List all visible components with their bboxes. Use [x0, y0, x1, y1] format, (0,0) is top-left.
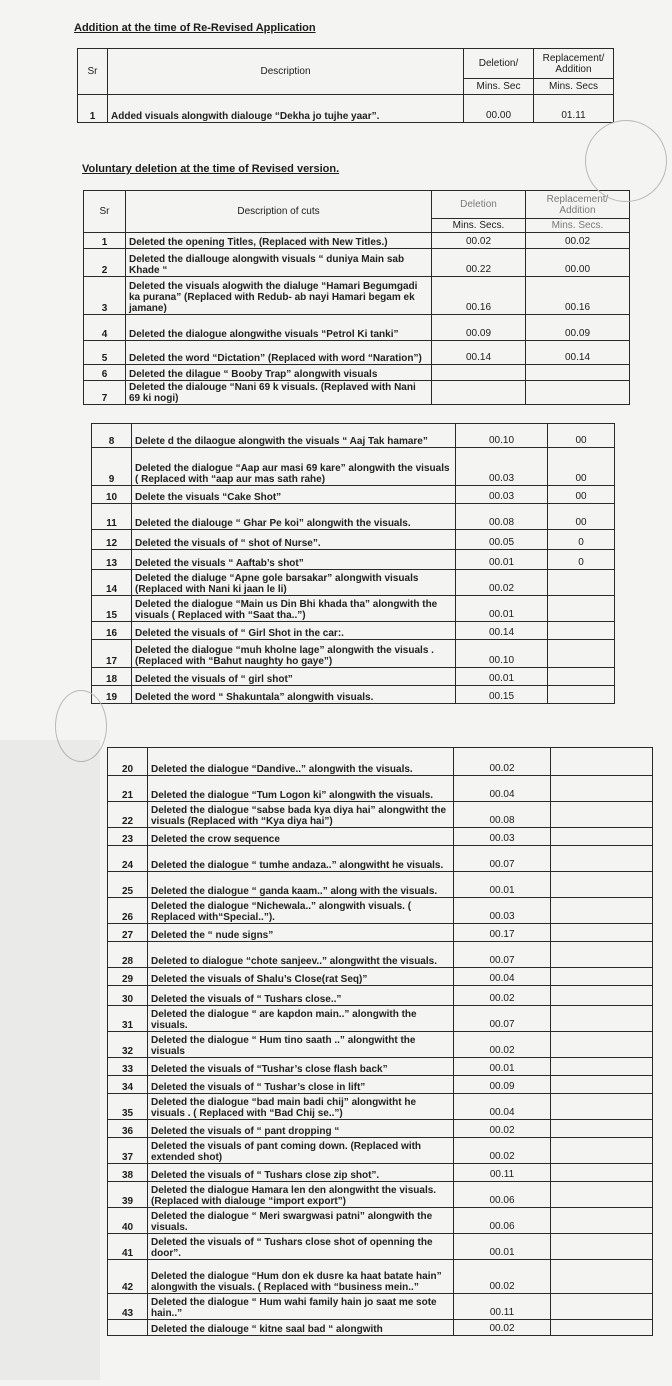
row-replacement-time [551, 898, 653, 924]
row-deletion-time: 00.02 [454, 1120, 551, 1138]
row-sr-number: 17 [92, 640, 132, 668]
addition-table [77, 48, 614, 123]
row-description: Deleted the visuals of “ girl shot” [132, 668, 456, 686]
row-deletion-time: 00.04 [454, 968, 551, 986]
row-replacement-time: 00.14 [526, 341, 630, 365]
row-deletion-time: 00.02 [454, 1260, 551, 1294]
cuts-table-part-c [107, 747, 653, 1336]
table-row [92, 668, 615, 686]
faint-stamp-mark [585, 120, 667, 202]
section2-heading: Voluntary deletion at the time of Revised version. [82, 163, 340, 175]
table-row [108, 776, 653, 802]
table-row [92, 424, 615, 448]
row-description: Deleted the visuals of “ Tushars close shot of openning the door”. [148, 1234, 454, 1260]
row-replacement-time [551, 748, 653, 776]
row-sr-number: 26 [108, 898, 148, 924]
table-row [92, 640, 615, 668]
table-row [108, 986, 653, 1006]
header-sr: Sr [78, 49, 108, 95]
row-description: Delete the visuals “Cake Shot” [132, 486, 456, 504]
row-replacement-time [551, 1320, 653, 1336]
row-deletion-time: 00.00 [464, 95, 534, 123]
row-deletion-time: 00.07 [454, 1006, 551, 1032]
row-deletion-time: 00.01 [456, 668, 548, 686]
row-deletion-time: 00.22 [432, 249, 526, 277]
row-description: Deleted the dialogue Hamara len den alongwitht the visuals. (Replaced with dialouge “import export”) [148, 1182, 454, 1208]
table-row [108, 1120, 653, 1138]
row-replacement-time: 00.02 [526, 233, 630, 249]
row-replacement-time [548, 686, 615, 704]
scan-shadow [0, 740, 100, 1380]
row-sr-number: 4 [84, 315, 126, 341]
row-description: Deleted the visuals of pant coming down. (Replaced with extended shot) [148, 1138, 454, 1164]
row-deletion-time: 00.02 [456, 570, 548, 596]
row-replacement-time [551, 924, 653, 942]
row-replacement-time [551, 1234, 653, 1260]
row-sr-number: 37 [108, 1138, 148, 1164]
table-row [84, 277, 630, 315]
row-description: Deleted the opening Titles, (Replaced with New Titles.) [126, 233, 432, 249]
table-row [92, 686, 615, 704]
row-sr-number: 41 [108, 1234, 148, 1260]
row-description: Deleted the word “ Shakuntala” alongwith visuals. [132, 686, 456, 704]
row-sr-number: 25 [108, 872, 148, 898]
row-sr-number: 35 [108, 1094, 148, 1120]
header-replacement: Replacement/ Addition [534, 49, 614, 79]
row-sr-number: 38 [108, 1164, 148, 1182]
row-sr-number: 39 [108, 1182, 148, 1208]
table-row [108, 1182, 653, 1208]
header-replacement: Replacement/ Addition [526, 191, 630, 219]
row-description: Deleted the dialogue “bad main badi chij” alongwitht he visuals . ( Replaced with “Bad Chij se..”) [148, 1094, 454, 1120]
row-deletion-time: 00.01 [456, 596, 548, 622]
row-deletion-time: 00.14 [432, 341, 526, 365]
row-replacement-time [548, 570, 615, 596]
row-replacement-time [548, 668, 615, 686]
row-description: Deleted the dilague “ Booby Trap” alongwith visuals [126, 365, 432, 381]
row-replacement-time [548, 622, 615, 640]
row-description: Deleted the visuals alogwith the dialuge “Hamari Begumgadi ka purana” (Replaced with Redub- ab nayi Hamari begam ek jamane) [126, 277, 432, 315]
row-sr-number: 1 [78, 95, 108, 123]
row-sr-number: 1 [84, 233, 126, 249]
row-deletion-time: 00.03 [454, 898, 551, 924]
row-sr-number: 29 [108, 968, 148, 986]
row-sr-number: 23 [108, 828, 148, 846]
row-description: Deleted the dialuge “Apne gole barsakar” alongwith visuals (Replaced with Nani ki jaan le li) [132, 570, 456, 596]
row-sr-number: 15 [92, 596, 132, 622]
table-row [108, 898, 653, 924]
row-deletion-time: 00.10 [456, 424, 548, 448]
row-deletion-time: 00.01 [454, 1058, 551, 1076]
row-replacement-time [551, 1182, 653, 1208]
table-row [92, 530, 615, 550]
row-deletion-time: 00.02 [454, 986, 551, 1006]
row-replacement-time [551, 1058, 653, 1076]
row-replacement-time: 00 [548, 448, 615, 486]
row-description: Deleted the dialogue “Hum don ek dusre ka haat batate hain” alongwith the visuals. ( Replaced with “business mein..” [148, 1260, 454, 1294]
table-row [108, 1294, 653, 1320]
table-row [84, 341, 630, 365]
row-description: Deleted the crow sequence [148, 828, 454, 846]
row-deletion-time: 00.11 [454, 1294, 551, 1320]
row-deletion-time: 00.10 [456, 640, 548, 668]
row-description: Deleted the dialogue “ tumhe andaza..” alongwitht he visuals. [148, 846, 454, 872]
row-sr-number: 18 [92, 668, 132, 686]
table-row [84, 249, 630, 277]
row-description: Deleted the visuals of “ Girl Shot in the car:. [132, 622, 456, 640]
row-sr-number: 11 [92, 504, 132, 530]
row-deletion-time [432, 381, 526, 405]
row-description: Deleted the dialouge “ kitne saal bad “ alongwith [148, 1320, 454, 1336]
row-deletion-time: 00.08 [456, 504, 548, 530]
table-row [92, 504, 615, 530]
row-sr-number: 33 [108, 1058, 148, 1076]
row-deletion-time: 00.01 [456, 550, 548, 570]
row-replacement-time [551, 872, 653, 898]
table-row [108, 1164, 653, 1182]
row-replacement-time [551, 802, 653, 828]
row-deletion-time: 00.03 [456, 486, 548, 504]
row-deletion-time: 00.17 [454, 924, 551, 942]
table-row [108, 1234, 653, 1260]
row-replacement-time: 00.09 [526, 315, 630, 341]
row-sr-number: 40 [108, 1208, 148, 1234]
row-sr-number: 12 [92, 530, 132, 550]
row-replacement-time [551, 1294, 653, 1320]
table-row [108, 828, 653, 846]
table-row [92, 570, 615, 596]
cuts-table-part-b [91, 423, 615, 704]
row-description: Deleted the dialogue “ are kapdon main..” alongwith the visuals. [148, 1006, 454, 1032]
row-description: Deleted the visuals “ Aaftab’s shot” [132, 550, 456, 570]
table-row [92, 550, 615, 570]
row-deletion-time: 00.05 [456, 530, 548, 550]
row-replacement-time: 00.00 [526, 249, 630, 277]
row-replacement-time [551, 776, 653, 802]
row-description: Deleted the diallouge alongwith visuals “ duniya Main sab Khade “ [126, 249, 432, 277]
table-row [84, 365, 630, 381]
table-row [92, 596, 615, 622]
row-replacement-time [551, 986, 653, 1006]
row-description: Deleted the “ nude signs” [148, 924, 454, 942]
row-sr-number: 5 [84, 341, 126, 365]
row-description: Deleted the dialouge “ Ghar Pe koi” alongwith the visuals. [132, 504, 456, 530]
row-description: Deleted the visuals of “ Tushar’s close in lift” [148, 1076, 454, 1094]
row-description: Deleted the dialogue “ Hum wahi family hain jo saat me sote hain..” [148, 1294, 454, 1320]
row-deletion-time: 00.01 [454, 1234, 551, 1260]
header-description-of-cuts: Description of cuts [126, 191, 432, 233]
table-row [108, 924, 653, 942]
row-deletion-time: 00.03 [456, 448, 548, 486]
row-replacement-time [551, 968, 653, 986]
row-deletion-time: 00.02 [454, 748, 551, 776]
table-row [108, 968, 653, 986]
table-row [78, 95, 614, 123]
row-deletion-time: 00.02 [454, 1032, 551, 1058]
row-deletion-time: 00.03 [454, 828, 551, 846]
table-row [108, 846, 653, 872]
row-description: Delete d the dilaogue alongwith the visuals “ Aaj Tak hamare” [132, 424, 456, 448]
row-deletion-time: 00.09 [432, 315, 526, 341]
row-sr-number: 28 [108, 942, 148, 968]
header-description: Description [108, 49, 464, 95]
row-replacement-time: 00.16 [526, 277, 630, 315]
row-description: Deleted the dialogue “Tum Logon ki” alongwith the visuals. [148, 776, 454, 802]
row-deletion-time: 00.02 [432, 233, 526, 249]
row-deletion-time: 00.04 [454, 1094, 551, 1120]
row-sr-number: 31 [108, 1006, 148, 1032]
row-deletion-time [432, 365, 526, 381]
table-row [108, 802, 653, 828]
row-replacement-time: 0 [548, 550, 615, 570]
row-sr-number: 43 [108, 1294, 148, 1320]
row-sr-number: 34 [108, 1076, 148, 1094]
row-description: Deleted the dialogue “Dandive..” alongwith the visuals. [148, 748, 454, 776]
row-replacement-time: 01.11 [534, 95, 614, 123]
row-sr-number: 20 [108, 748, 148, 776]
row-sr-number: 22 [108, 802, 148, 828]
row-sr-number: 9 [92, 448, 132, 486]
row-sr-number: 42 [108, 1260, 148, 1294]
row-description: Deleted the visuals of “ Tushars close..” [148, 986, 454, 1006]
row-deletion-time: 00.06 [454, 1208, 551, 1234]
row-replacement-time [551, 828, 653, 846]
row-description: Deleted the visuals of “ shot of Nurse”. [132, 530, 456, 550]
row-deletion-time: 00.02 [454, 1138, 551, 1164]
row-deletion-time: 00.07 [454, 846, 551, 872]
table-row [108, 748, 653, 776]
table-row [84, 315, 630, 341]
row-replacement-time: 0 [548, 530, 615, 550]
table-row [84, 233, 630, 249]
section1-heading: Addition at the time of Re-Revised Application [74, 22, 316, 34]
row-replacement-time [551, 942, 653, 968]
table-row [108, 1032, 653, 1058]
row-deletion-time: 00.15 [456, 686, 548, 704]
row-sr-number: 10 [92, 486, 132, 504]
row-replacement-time [551, 1076, 653, 1094]
row-replacement-time [526, 381, 630, 405]
row-replacement-time: 00 [548, 424, 615, 448]
table-row [108, 1076, 653, 1094]
row-sr-number: 16 [92, 622, 132, 640]
row-description: Deleted the dialogue “Nichewala..” alongwith visuals. ( Replaced with“Special..”). [148, 898, 454, 924]
row-replacement-time [551, 1006, 653, 1032]
row-replacement-time [548, 596, 615, 622]
table-row [108, 1094, 653, 1120]
row-description: Deleted the dialogue “sabse bada kya diya hai” alongwitht the visuals (Replaced with “Kya diya hai”) [148, 802, 454, 828]
row-description: Deleted the dialogue “muh kholne lage” alongwith the visuals . (Replaced with “Bahut naughty ho gaye”) [132, 640, 456, 668]
row-replacement-time [551, 1120, 653, 1138]
row-sr-number [108, 1320, 148, 1336]
row-description: Deleted the dialogue “Main us Din Bhi khada tha” alongwith the visuals ( Replaced with “Saat tha..”) [132, 596, 456, 622]
table-row [108, 1208, 653, 1234]
row-description: Deleted the visuals of “ pant dropping “ [148, 1120, 454, 1138]
row-sr-number: 8 [92, 424, 132, 448]
table-row [92, 486, 615, 504]
row-description: Deleted the visuals of Shalu’s Close(rat Seq)” [148, 968, 454, 986]
row-sr-number: 24 [108, 846, 148, 872]
table-row [108, 1260, 653, 1294]
table-row [108, 1138, 653, 1164]
row-sr-number: 14 [92, 570, 132, 596]
row-deletion-time: 00.04 [454, 776, 551, 802]
header-replacement-units: Mins. Secs [534, 79, 614, 95]
row-sr-number: 6 [84, 365, 126, 381]
header-sr: Sr [84, 191, 126, 233]
row-sr-number: 7 [84, 381, 126, 405]
row-replacement-time [551, 1260, 653, 1294]
table-row [108, 1058, 653, 1076]
row-description: Deleted the dialogue “ Meri swargwasi patni” alongwith the visuals. [148, 1208, 454, 1234]
row-description: Added visuals alongwith dialouge “Dekha jo tujhe yaar”. [108, 95, 464, 123]
row-sr-number: 13 [92, 550, 132, 570]
row-replacement-time [551, 1094, 653, 1120]
table-row [108, 942, 653, 968]
row-deletion-time: 00.11 [454, 1164, 551, 1182]
row-description: Deleted to dialogue “chote sanjeev..” alongwitht the visuals. [148, 942, 454, 968]
row-sr-number: 30 [108, 986, 148, 1006]
table-row [108, 1320, 653, 1336]
row-description: Deleted the dialogue alongwithe visuals “Petrol Ki tanki” [126, 315, 432, 341]
row-replacement-time [551, 1208, 653, 1234]
row-replacement-time: 00 [548, 504, 615, 530]
row-deletion-time: 00.16 [432, 277, 526, 315]
header-deletion-units: Mins. Sec [464, 79, 534, 95]
row-replacement-time [526, 365, 630, 381]
table-row [84, 381, 630, 405]
row-replacement-time [551, 846, 653, 872]
row-deletion-time: 00.14 [456, 622, 548, 640]
row-replacement-time [551, 1032, 653, 1058]
row-description: Deleted the visuals of “ Tushars close zip shot”. [148, 1164, 454, 1182]
header-replacement-units: Mins. Secs. [526, 219, 630, 233]
row-sr-number: 2 [84, 249, 126, 277]
row-deletion-time: 00.01 [454, 872, 551, 898]
row-description: Deleted the dialogue “ ganda kaam..” along with the visuals. [148, 872, 454, 898]
row-replacement-time: 00 [548, 486, 615, 504]
row-sr-number: 21 [108, 776, 148, 802]
table-row [92, 448, 615, 486]
row-sr-number: 3 [84, 277, 126, 315]
row-description: Deleted the visuals of “Tushar’s close flash back” [148, 1058, 454, 1076]
row-replacement-time [551, 1138, 653, 1164]
header-deletion: Deletion [432, 191, 526, 219]
row-replacement-time [548, 640, 615, 668]
row-description: Deleted the dialogue “Aap aur masi 69 kare” alongwith the visuals ( Replaced with “aap aur mas sath rahe) [132, 448, 456, 486]
table-row [92, 622, 615, 640]
row-deletion-time: 00.07 [454, 942, 551, 968]
row-description: Deleted the dialogue “ Hum tino saath ..” alongwitht the visuals [148, 1032, 454, 1058]
row-description: Deleted the dialouge “Nani 69 k visuals. (Replaved with Nani 69 ki nogi) [126, 381, 432, 405]
row-deletion-time: 00.09 [454, 1076, 551, 1094]
row-sr-number: 27 [108, 924, 148, 942]
row-deletion-time: 00.08 [454, 802, 551, 828]
row-sr-number: 36 [108, 1120, 148, 1138]
row-deletion-time: 00.06 [454, 1182, 551, 1208]
row-description: Deleted the word “Dictation” (Replaced with word “Naration”) [126, 341, 432, 365]
header-deletion: Deletion/ [464, 49, 534, 79]
row-replacement-time [551, 1164, 653, 1182]
row-sr-number: 19 [92, 686, 132, 704]
row-deletion-time: 00.02 [454, 1320, 551, 1336]
cuts-table-part-a [83, 190, 630, 405]
table-row [108, 1006, 653, 1032]
row-sr-number: 32 [108, 1032, 148, 1058]
table-row [108, 872, 653, 898]
header-deletion-units: Mins. Secs. [432, 219, 526, 233]
